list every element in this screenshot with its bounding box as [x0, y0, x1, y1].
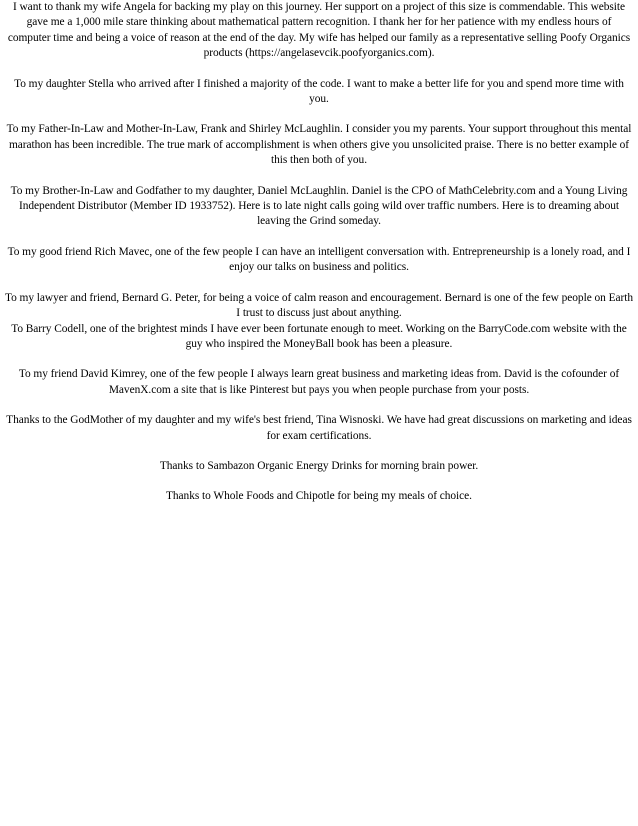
ack-paragraph-david-kimrey: To my friend David Kimrey, one of the few people I always learn great business and marketing ideas from. David is the cofounder of MavenX.com a site that is like Pinterest but pays you when people purchase from your posts.: [18, 368, 620, 396]
ack-paragraph-rich-mavec: To my good friend Rich Mavec, one of the few people I can have an intelligent conversation with. Entrepreneurship is a lonely road, and I enjoy our talks on business and politics.: [7, 245, 631, 274]
ack-paragraph-daughter: To my daughter Stella who arrived after I finished a majority of the code. I want to make a better life for you and spend more time with you.: [14, 77, 624, 106]
ack-paragraph-tina-wisnoski: Thanks to the GodMother of my daughter and my wife's best friend, Tina Wisnoski. We have had great discussions on marketing and ideas for exam certifications.: [6, 414, 632, 442]
ack-paragraph-sambazon: Thanks to Sambazon Organic Energy Drinks for morning brain power.: [159, 459, 479, 472]
ack-paragraph-brother-in-law: To my Brother-In-Law and Godfather to my daughter, Daniel McLaughlin. Daniel is the CPO of MathCelebrity.com and a Young Living Independent Distributor (Member ID 1933752). Here is to late night calls going wild over traffic numbers. Here is to dreaming about leaving the Grind someday.: [10, 184, 628, 228]
ack-paragraph-barry-codell: To Barry Codell, one of the brightest minds I have ever been fortunate enough to meet. Working on the BarryCode.com website with the guy who inspired the MoneyBall book has been a pleasure.: [11, 322, 627, 350]
acknowledgements-page: [5, 0, 633, 505]
ack-paragraph-whole-foods: Thanks to Whole Foods and Chipotle for being my meals of choice.: [166, 490, 472, 503]
ack-paragraph-bernard-peter: To my lawyer and friend, Bernard G. Peter, for being a voice of calm reason and encouragement. Bernard is one of the few people on Earth I trust to discuss just about anything.: [5, 291, 634, 320]
ack-paragraph-in-laws: To my Father-In-Law and Mother-In-Law, Frank and Shirley McLaughlin. I consider you my parents. Your support throughout this mental marathon has been incredible. The true mark of accomplishment is when others give you unsolicited praise. There is no better example of this then both of you.: [6, 123, 632, 167]
ack-paragraph-wife: I want to thank my wife Angela for backing my play on this journey. Her support on a project of this size is commendable. This website gave me a 1,000 mile stare thinking about mathematical pattern recognition. I thank her for her patience with my endless hours of computer time and being a voice of reason at the end of the day. My wife has helped our family as a representative selling Poofy Organics products (https://angelasevcik.poofyorganics.com).: [7, 1, 631, 60]
